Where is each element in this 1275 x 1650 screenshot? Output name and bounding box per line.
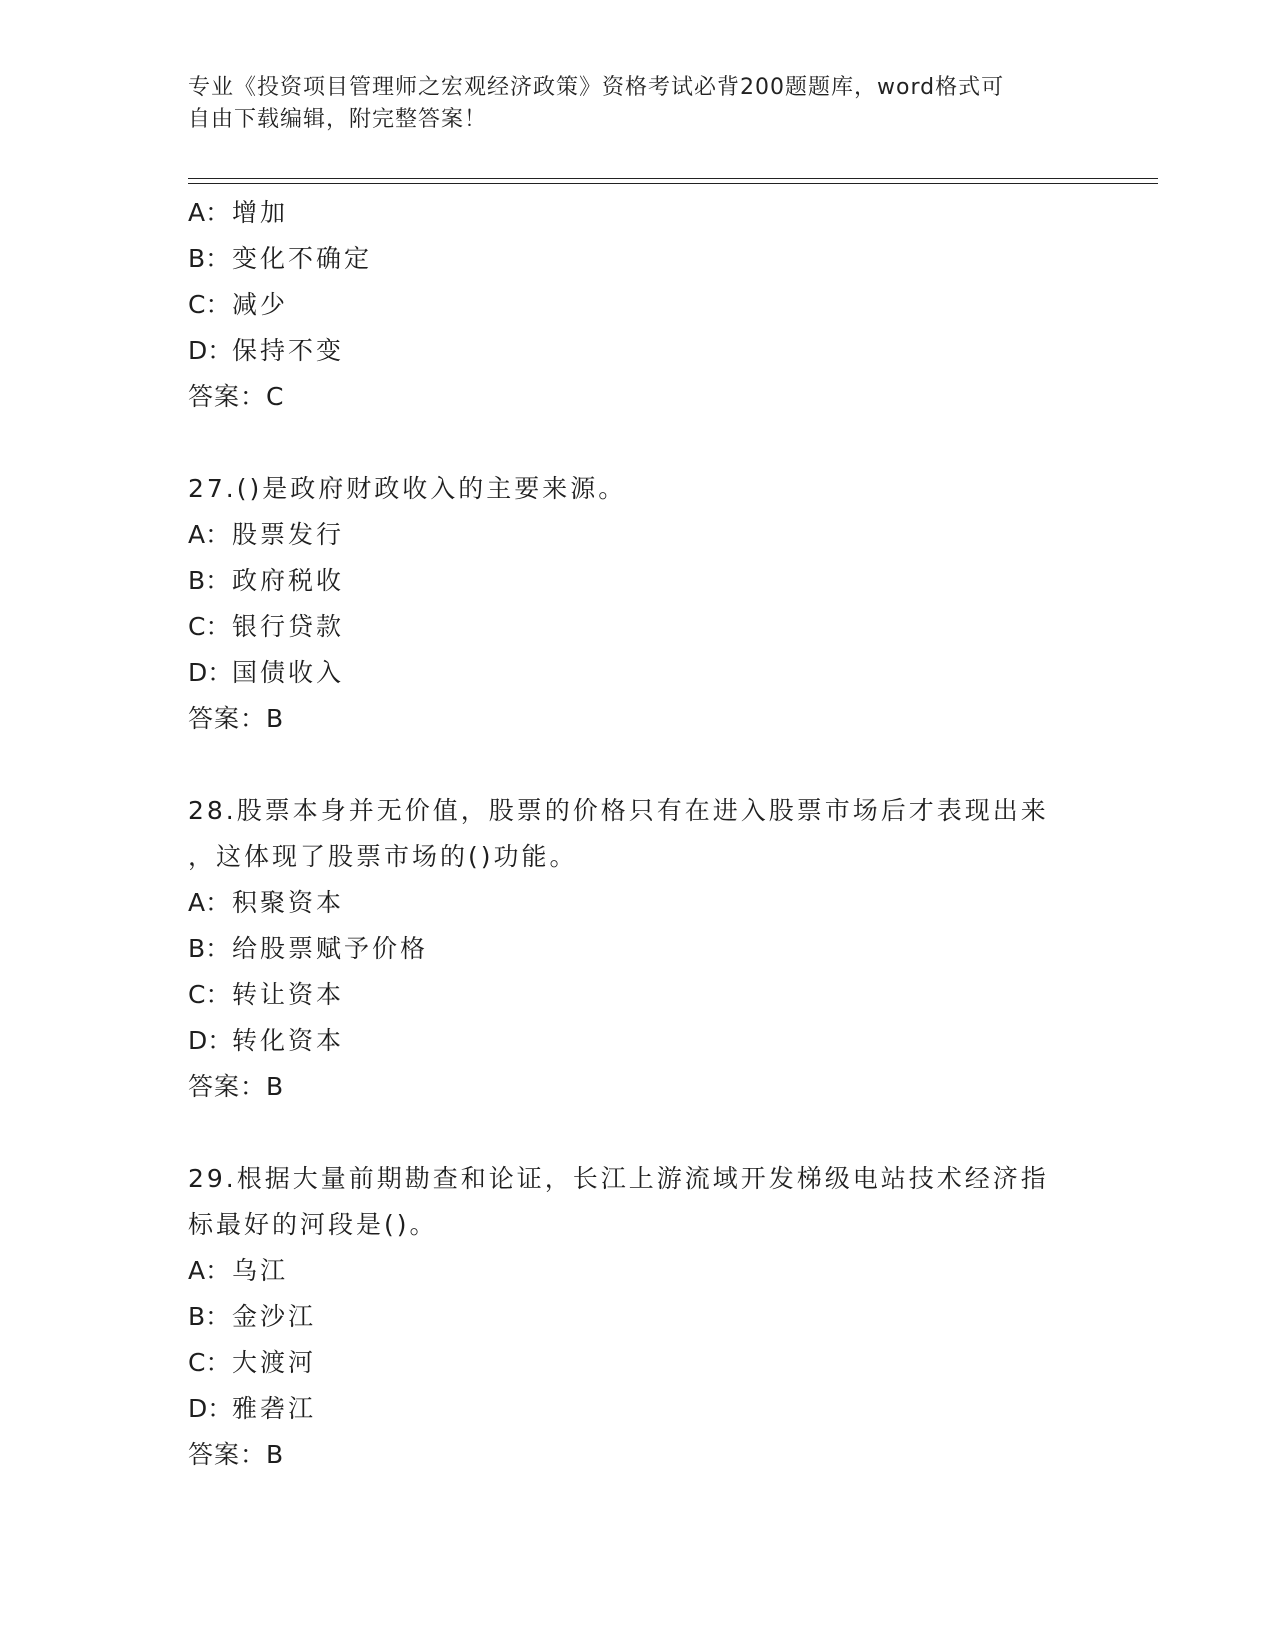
- option-b: B：政府税收: [188, 566, 345, 595]
- answer-line: 答案：B: [188, 1072, 285, 1101]
- header-divider-bottom: [188, 183, 1158, 184]
- option-d: D：国债收入: [188, 658, 345, 687]
- option-a: A：增加: [188, 198, 289, 227]
- option-a: A：积聚资本: [188, 888, 345, 917]
- document-header: [188, 72, 1088, 136]
- header-line-2: 自由下载编辑，附完整答案！: [188, 107, 488, 132]
- answer-line: 答案：C: [188, 382, 285, 411]
- option-c: C：减少: [188, 290, 289, 319]
- option-b: B：金沙江: [188, 1302, 317, 1331]
- header-divider-top: [188, 178, 1158, 179]
- question-text-line-1: 28.股票本身并无价值，股票的价格只有在进入股票市场后才表现出来: [188, 796, 1049, 825]
- spacer: [188, 420, 1088, 466]
- question-28: [188, 788, 1088, 1110]
- option-b: B：给股票赋予价格: [188, 934, 429, 963]
- spacer: [188, 742, 1088, 788]
- question-27: [188, 466, 1088, 742]
- question-26: [188, 190, 1088, 420]
- header-line-1: 专业《投资项目管理师之宏观经济政策》资格考试必背200题题库，word格式可: [188, 75, 1005, 100]
- option-c: C：转让资本: [188, 980, 345, 1009]
- option-d: D：雅砻江: [188, 1394, 317, 1423]
- answer-line: 答案：B: [188, 704, 285, 733]
- option-c: C：银行贷款: [188, 612, 345, 641]
- question-29: [188, 1156, 1088, 1478]
- option-d: D：转化资本: [188, 1026, 345, 1055]
- question-text-line-1: 29.根据大量前期勘查和论证，长江上游流域开发梯级电站技术经济指: [188, 1164, 1049, 1193]
- option-d: D：保持不变: [188, 336, 345, 365]
- question-list: [188, 190, 1088, 1478]
- option-b: B：变化不确定: [188, 244, 373, 273]
- option-c: C：大渡河: [188, 1348, 317, 1377]
- answer-line: 答案：B: [188, 1440, 285, 1469]
- question-text-line-2: ，这体现了股票市场的()功能。: [188, 842, 578, 871]
- option-a: A：乌江: [188, 1256, 289, 1285]
- spacer: [188, 1110, 1088, 1156]
- question-text-line-2: 标最好的河段是()。: [188, 1210, 438, 1239]
- option-a: A：股票发行: [188, 520, 345, 549]
- question-text: 27.()是政府财政收入的主要来源。: [188, 474, 627, 503]
